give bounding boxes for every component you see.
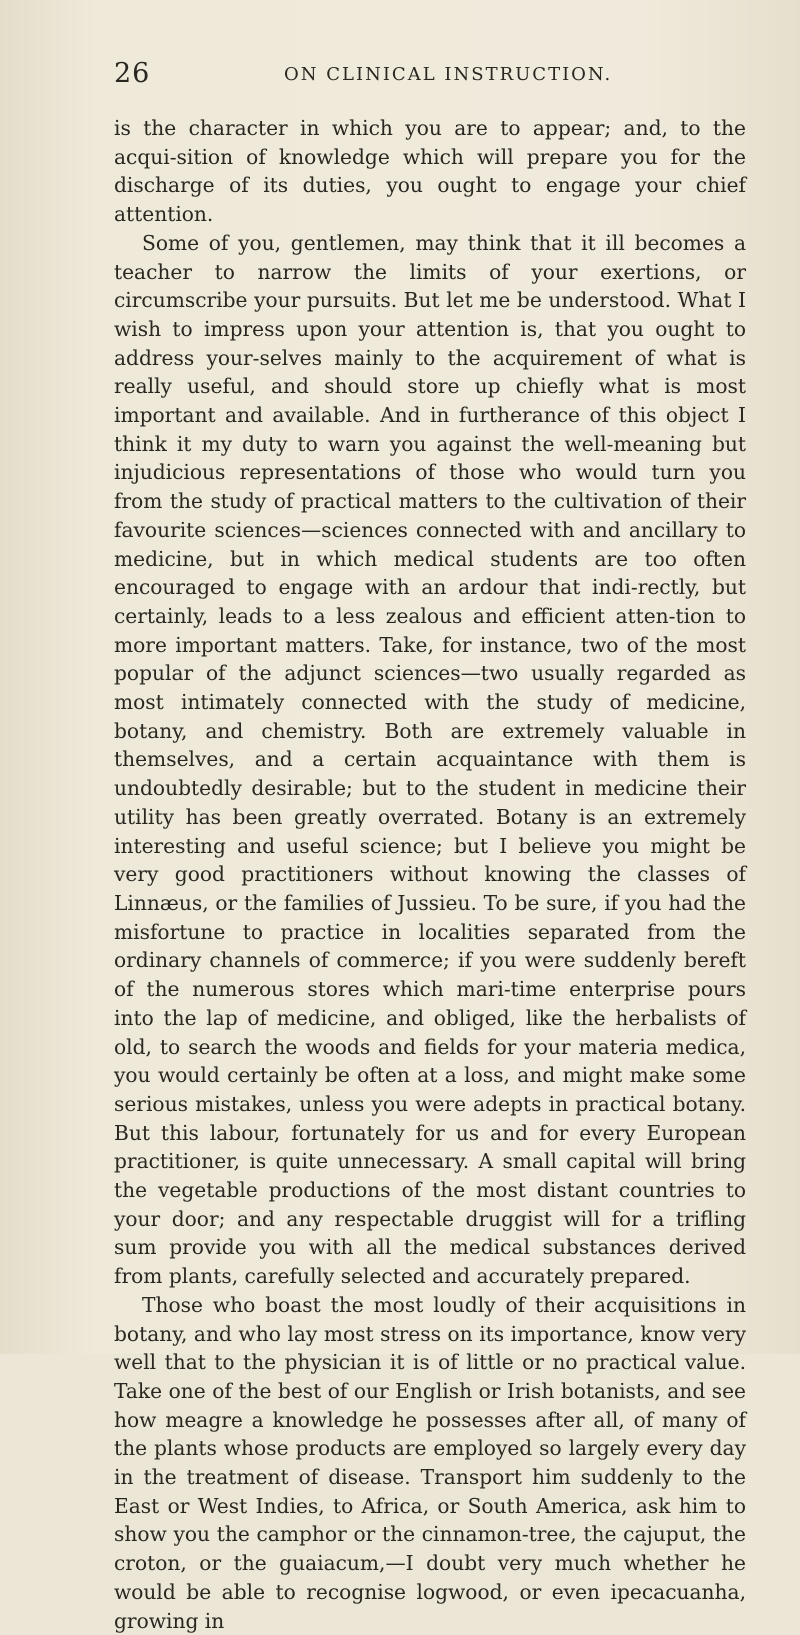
paragraph-botanists: Those who boast the most loudly of their acquisitions in botany, and who lay most stress on its importance, know very well that to the physician it is of little or no practical value. Take one of the best of our English or Irish botanists, and see how meagre a knowledge he possesses after all, of many of the plants whose products are employed so largely every day in the treatment of disease. Transport him suddenly to the East or West Indies, to Africa, or South America, ask him to show you the camphor or the cinnamon-tree, the cajuput, the croton, or the guaiacum,—I doubt very much whether he would be able to recognise logwood, or even ipecacuanha, growing in bbox=[114, 1292, 746, 1633]
paragraph-continuation: is the character in which you are to appear; and, to the acqui-sition of knowledge which will prepare you for the discharge of its duties, you ought to engage your chief attention. bbox=[114, 116, 746, 227]
page-number: 26 bbox=[114, 58, 151, 89]
paragraph-botany-argument: Some of you, gentlemen, may think that it ill becomes a teacher to narrow the limits of your exertions, or circumscribe your pursuits. But let me be understood. What I wish to impress upon your attention is, that you ought to address your-selves mainly to the acquirement of what is really useful, and should store up chiefly what is most important and available. And in furtherance of this object I think it my duty to warn you against the well-meaning but injudicious representations of those who would turn you from the study of practical matters to the cultivation of their favourite sciences—sciences connected with and ancillary to medicine, but in which medical students are too often encouraged to engage with an ardour that indi-rectly, but certainly, leads to a less zealous and efficient atten-tion to more important matters. Take, for instance, two of the most popular of the adjunct sciences—two usually regarded as most intimately connected with the study of medicine, botany, and chemistry. Both are extremely valuable in themselves, and a certain acquaintance with them is undoubtedly desirable; but to the student in medicine their utility has been greatly overrated. Botany is an extremely interesting and useful science; but I believe you might be very good practitioners without knowing the classes of Linnæus, or the families of Jussieu. To be sure, if you had the misfortune to practice in localities separated from the ordinary channels of commerce; if you were suddenly bereft of the numerous stores which mari-time enterprise pours into the lap of medicine, and obliged, like the herbalists of old, to search the woods and fields for your materia medica, you would certainly be often at a loss, and might make some serious mistakes, unless you were adepts in practical botany. But this labour, fortunately for us and for every European practitioner, is quite unnecessary. A small capital will bring the vegetable productions of the most distant countries to your door; and any respectable druggist will for a trifling sum provide you with all the medical substances derived from plants, carefully selected and accurately prepared. bbox=[114, 230, 746, 1289]
page-header bbox=[114, 58, 746, 98]
running-head: ON CLINICAL INSTRUCTION. bbox=[284, 64, 613, 85]
body-text bbox=[114, 114, 746, 1635]
